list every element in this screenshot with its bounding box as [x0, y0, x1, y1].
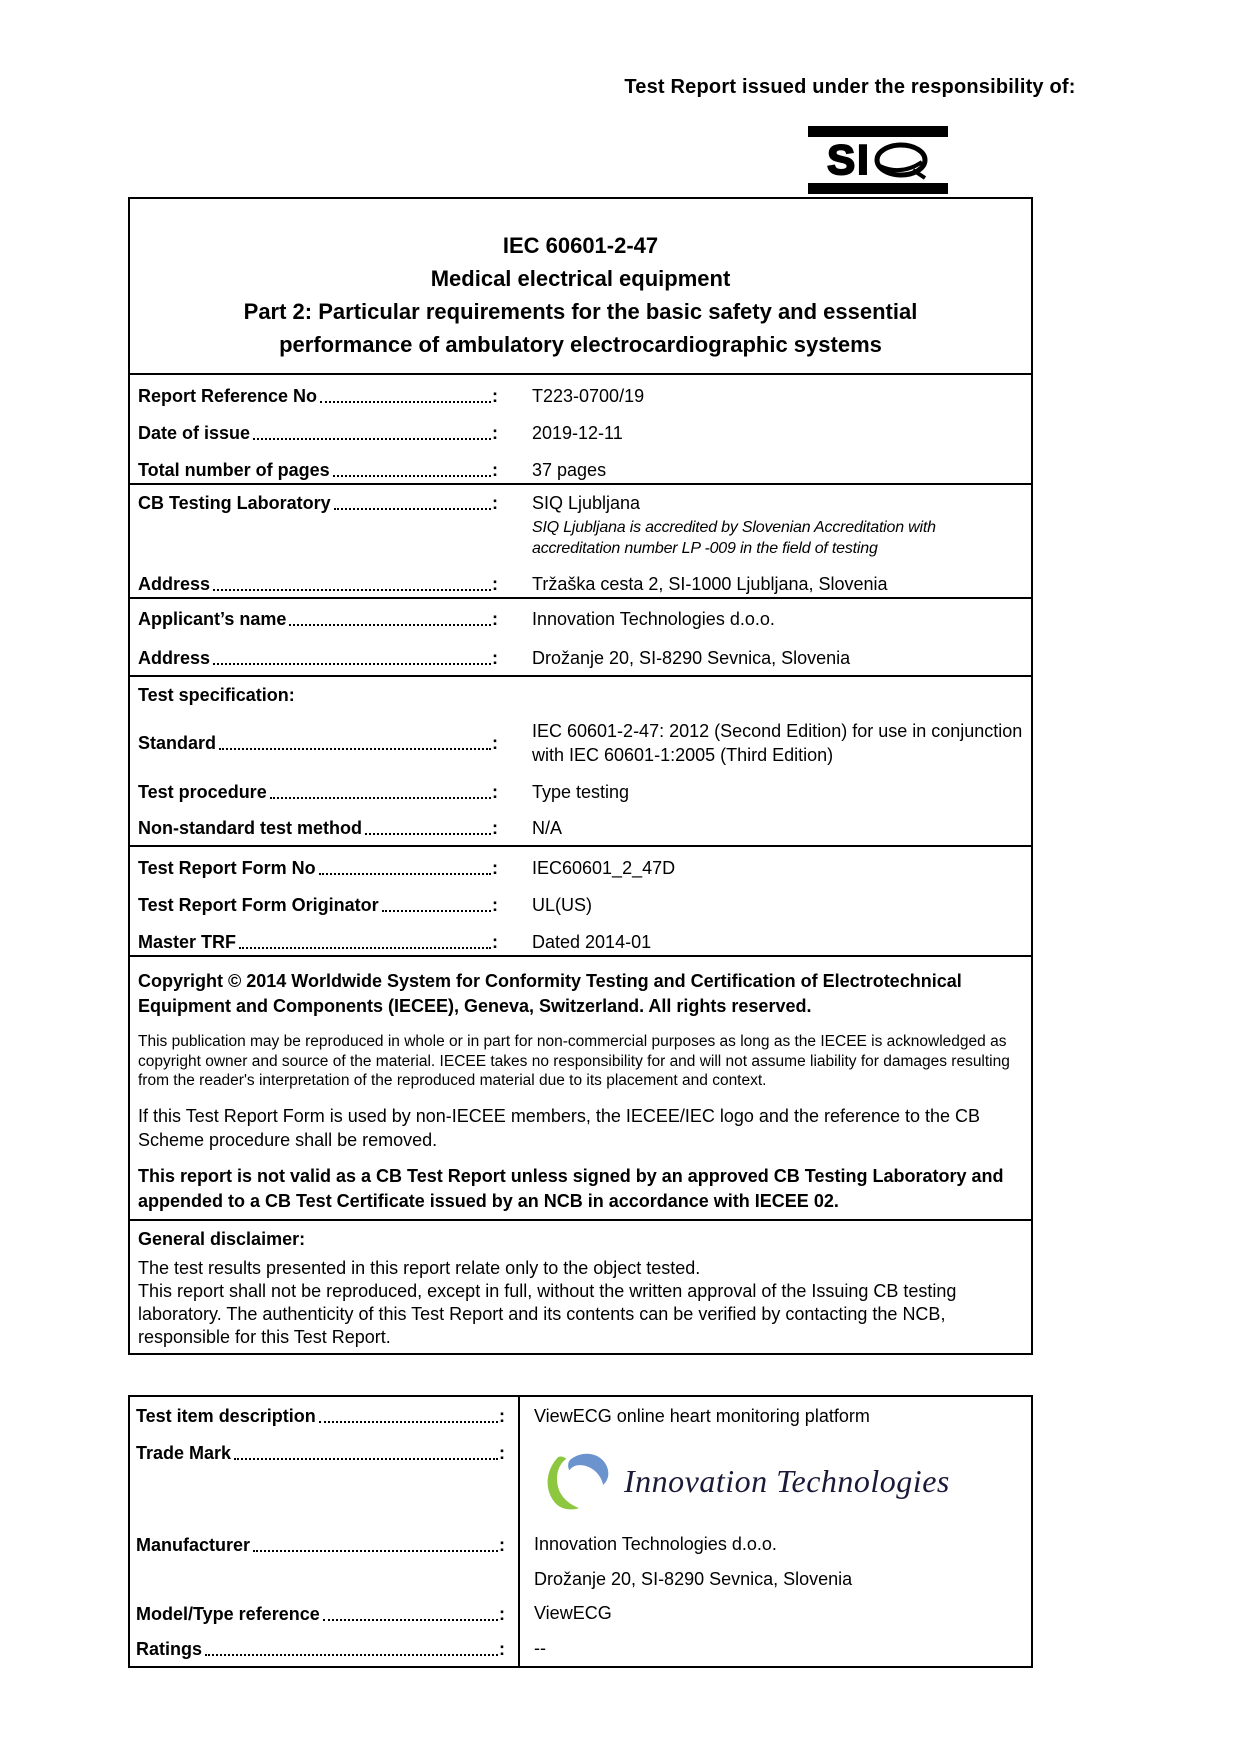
siq-q-icon — [873, 140, 929, 180]
siq-logo-si-text: SI — [827, 136, 871, 183]
model-type-label-cell — [130, 1596, 520, 1631]
standard-title-block — [130, 199, 1031, 375]
total-pages-label: Total number of pages — [138, 459, 330, 480]
test-specification-section — [130, 677, 1031, 847]
applicant-address-value: Drožanje 20, SI-8290 Sevnica, Slovenia — [532, 647, 851, 668]
dot-leader — [253, 438, 491, 440]
date-of-issue-value: 2019-12-11 — [532, 422, 623, 443]
test-item-description-label-cell — [130, 1397, 520, 1435]
date-of-issue-label: Date of issue — [138, 422, 251, 443]
innovation-technologies-logo-text: Innovation Technologies — [624, 1462, 950, 1499]
label-colon — [499, 1442, 505, 1464]
dot-leader — [323, 1619, 498, 1621]
label-colon — [499, 1405, 505, 1427]
manufacturer-label-cell — [130, 1527, 520, 1562]
report-cover-table — [128, 197, 1033, 1355]
non-standard-method-label: Non-standard test method — [138, 817, 363, 838]
total-pages-row — [138, 451, 1023, 488]
cb-lab-row — [138, 487, 1023, 519]
test-procedure-label: Test procedure — [138, 781, 267, 802]
ratings-value: -- — [534, 1638, 546, 1658]
innovation-swirl-icon — [542, 1450, 610, 1512]
applicant-address-label: Address — [138, 647, 211, 668]
trade-mark-label-cell — [130, 1435, 520, 1527]
manufacturer-label: Manufacturer — [136, 1534, 251, 1555]
copyright-small-print: This publication may be reproduced in whole or in part for non-commercial purposes as long as the IECEE is acknowledged as copyright owner and source of the material. IECEE takes no responsibility for and will not assume liability for damages resulting from the reader's interpretation of the reproduced material due to its placement and context. — [138, 1033, 1010, 1089]
validity-notice: This report is not valid as a CB Test Report unless signed by an approved CB Testing Laboratory and appended to a CB Test Certificate issued by an NCB in accordance with IECEE 02. — [138, 1165, 1004, 1211]
dot-leader — [319, 1421, 498, 1423]
manufacturer-address-label-cell — [130, 1562, 520, 1596]
applicant-section — [130, 599, 1031, 677]
ratings-label-cell — [130, 1631, 520, 1666]
report-info-section — [130, 375, 1031, 485]
standard-label: Standard — [138, 733, 217, 753]
applicant-name-value: Innovation Technologies d.o.o. — [532, 608, 775, 629]
copyright-section — [130, 969, 1031, 1221]
applicant-address-row — [138, 638, 1023, 677]
model-type-label: Model/Type reference — [136, 1603, 320, 1624]
standard-title-line2: Medical electrical equipment — [430, 266, 731, 291]
header-note: Test Report issued under the responsibility of: — [624, 76, 1076, 98]
dot-leader — [320, 401, 491, 403]
date-of-issue-row — [138, 414, 1023, 451]
master-trf-value: Dated 2014-01 — [532, 931, 652, 952]
master-trf-label: Master TRF — [138, 931, 237, 952]
applicant-name-label: Applicant’s name — [138, 608, 287, 629]
test-procedure-value: Type testing — [532, 781, 630, 802]
dot-leader — [289, 624, 491, 626]
ratings-label: Ratings — [136, 1638, 203, 1659]
lab-address-value: Tržaška cesta 2, SI-1000 Ljubljana, Slovenia — [532, 574, 888, 594]
test-item-table — [128, 1395, 1033, 1668]
disclaimer-line2: This report shall not be reproduced, except in full, without the written approval of the Issuing CB testing laboratory. The authenticity of this Test Report and its contents can be verified by contacting the NCB, responsible for this Test Report. — [138, 1281, 957, 1347]
lab-address-label: Address — [138, 574, 211, 594]
logo-removal-note: If this Test Report Form is used by non-IECEE members, the IECEE/IEC logo and the reference to the CB Scheme procedure shall be removed. — [138, 1105, 981, 1150]
disclaimer-line1: The test results presented in this report relate only to the object tested. — [138, 1258, 701, 1278]
label-colon — [499, 1603, 505, 1625]
report-reference-label: Report Reference No — [138, 385, 318, 406]
trf-originator-row — [138, 886, 1023, 923]
test-item-description-value: ViewECG online heart monitoring platform — [534, 1405, 870, 1426]
laboratory-section — [130, 485, 1031, 599]
standard-title-line4: performance of ambulatory electrocardiographic systems — [279, 332, 882, 357]
model-type-value: ViewECG — [534, 1603, 612, 1623]
manufacturer-name-value: Innovation Technologies d.o.o. — [534, 1534, 777, 1554]
standard-value: IEC 60601-2-47: 2012 (Second Edition) for use in conjunction with IEC 60601-1:2005 (Third Edition) — [532, 721, 1023, 765]
dot-leader — [205, 1654, 498, 1656]
dot-leader — [253, 1550, 498, 1552]
general-disclaimer-heading: General disclaimer: — [138, 1228, 306, 1249]
applicant-name-row — [138, 599, 1023, 638]
manufacturer-address-value: Drožanje 20, SI-8290 Sevnica, Slovenia — [534, 1568, 853, 1589]
dot-leader — [213, 589, 491, 591]
trf-no-row — [138, 849, 1023, 886]
lab-address-row — [138, 565, 1023, 603]
dot-leader — [270, 797, 491, 799]
trf-originator-label: Test Report Form Originator — [138, 894, 379, 915]
total-pages-value: 37 pages — [532, 459, 607, 480]
dot-leader — [319, 873, 491, 875]
copyright-notice: Copyright © 2014 Worldwide System for Conformity Testing and Certification of Electrotechnical Equipment and Components (IECEE), Geneva, Switzerland. All rights reserved. — [138, 971, 962, 1016]
dot-leader — [333, 475, 491, 477]
trf-originator-value: UL(US) — [532, 894, 593, 915]
trf-section — [130, 847, 1031, 957]
master-trf-row — [138, 923, 1023, 960]
dot-leader — [365, 833, 491, 835]
label-colon — [499, 1638, 505, 1660]
non-standard-method-row — [138, 810, 1023, 845]
accreditation-note: SIQ Ljubljana is accredited by Slovenian Accreditation with accreditation number LP -009 in the field of testing — [532, 519, 936, 557]
test-procedure-row — [138, 773, 1023, 810]
dot-leader — [382, 910, 491, 912]
siq-logo-bottom-bar — [808, 183, 948, 194]
general-disclaimer-section — [130, 1221, 1031, 1355]
dot-leader — [219, 748, 491, 750]
trf-no-label: Test Report Form No — [138, 857, 316, 878]
standard-number: IEC 60601-2-47 — [502, 233, 659, 258]
trade-mark-label: Trade Mark — [136, 1443, 232, 1463]
dot-leader — [234, 1458, 498, 1460]
trade-mark-logo-cell — [520, 1435, 1031, 1527]
standard-row — [138, 713, 1023, 773]
test-specification-heading: Test specification: — [138, 684, 295, 705]
dot-leader — [334, 508, 491, 510]
label-colon — [499, 1534, 505, 1556]
dot-leader — [239, 947, 491, 949]
report-reference-value: T223-0700/19 — [532, 385, 645, 406]
siq-logo — [808, 126, 948, 194]
innovation-technologies-logo — [534, 1450, 950, 1512]
trf-no-value: IEC60601_2_47D — [532, 857, 676, 878]
test-item-description-label: Test item description — [136, 1406, 316, 1426]
cb-lab-label: CB Testing Laboratory — [138, 493, 331, 513]
standard-title-line3: Part 2: Particular requirements for the basic safety and essential — [243, 299, 918, 324]
dot-leader — [213, 663, 491, 665]
non-standard-method-value: N/A — [532, 817, 563, 838]
cb-lab-value: SIQ Ljubljana — [532, 493, 641, 513]
report-reference-row — [138, 377, 1023, 414]
